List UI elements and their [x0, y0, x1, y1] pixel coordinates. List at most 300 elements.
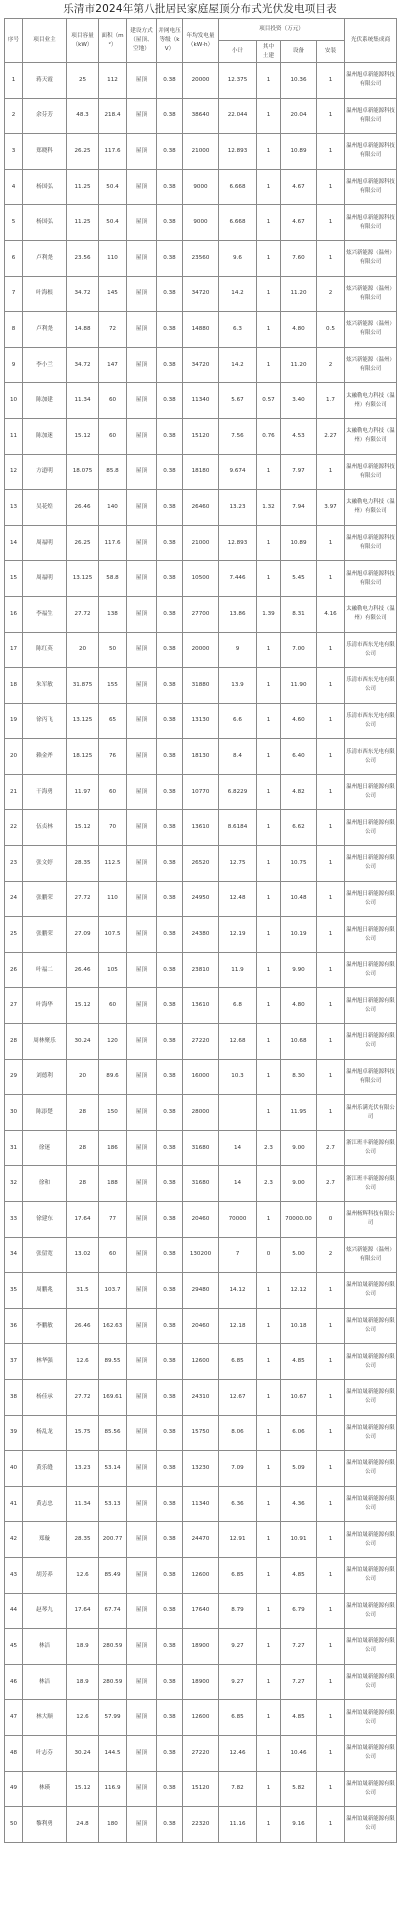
- cell-equipment: 12.12: [281, 1273, 317, 1309]
- cell-method: 屋顶: [127, 525, 157, 561]
- cell-integrator: 温州谊晟新能源有限公司: [345, 1593, 397, 1629]
- cell-owner: 徐建东: [23, 1202, 67, 1238]
- cell-method: 屋顶: [127, 703, 157, 739]
- cell-capacity: 31.5: [67, 1273, 99, 1309]
- cell-area: 60: [99, 988, 127, 1024]
- cell-integrator: 炫兴新能源（温州）有限公司: [345, 347, 397, 383]
- cell-method: 屋顶: [127, 1273, 157, 1309]
- cell-capacity: 28: [67, 1095, 99, 1131]
- header-owner: 项目业主: [23, 19, 67, 63]
- cell-voltage: 0.38: [157, 418, 183, 454]
- cell-subtotal: 14: [219, 1130, 257, 1166]
- cell-method: 屋顶: [127, 1557, 157, 1593]
- cell-method: 屋顶: [127, 63, 157, 99]
- cell-method: 屋顶: [127, 1379, 157, 1415]
- cell-subtotal: [219, 1095, 257, 1131]
- cell-area: 200.77: [99, 1522, 127, 1558]
- cell-equipment: 4.53: [281, 418, 317, 454]
- cell-method: 屋顶: [127, 1308, 157, 1344]
- cell-area: 116.9: [99, 1771, 127, 1807]
- cell-annual: 18180: [183, 454, 219, 490]
- cell-seq: 47: [5, 1700, 23, 1736]
- cell-equipment: 4.85: [281, 1344, 317, 1380]
- cell-integrator: 温州谊晟新能源有限公司: [345, 1700, 397, 1736]
- cell-owner: 杨佳承: [23, 1379, 67, 1415]
- cell-annual: 13230: [183, 1451, 219, 1487]
- cell-area: 58.8: [99, 561, 127, 597]
- cell-integrator: 温州乐满光伏有限公司: [345, 1095, 397, 1131]
- cell-install: 1: [317, 810, 345, 846]
- cell-voltage: 0.38: [157, 1557, 183, 1593]
- cell-civil: 1: [257, 276, 281, 312]
- cell-capacity: 26.25: [67, 134, 99, 170]
- cell-voltage: 0.38: [157, 454, 183, 490]
- cell-install: 1: [317, 98, 345, 134]
- cell-seq: 33: [5, 1202, 23, 1238]
- cell-capacity: 13.125: [67, 561, 99, 597]
- cell-seq: 41: [5, 1486, 23, 1522]
- cell-area: 89.55: [99, 1344, 127, 1380]
- cell-area: 169.61: [99, 1379, 127, 1415]
- cell-area: 150: [99, 1095, 127, 1131]
- cell-owner: 李鹏敏: [23, 1308, 67, 1344]
- cell-capacity: 15.12: [67, 1771, 99, 1807]
- cell-equipment: 7.60: [281, 240, 317, 276]
- table-row: [5, 240, 397, 276]
- cell-area: 89.6: [99, 1059, 127, 1095]
- cell-annual: 20000: [183, 632, 219, 668]
- cell-seq: 18: [5, 668, 23, 704]
- cell-method: 屋顶: [127, 1807, 157, 1843]
- table-row: [5, 810, 397, 846]
- cell-equipment: 10.68: [281, 1024, 317, 1060]
- cell-owner: 陈加建: [23, 383, 67, 419]
- cell-method: 屋顶: [127, 596, 157, 632]
- cell-seq: 40: [5, 1451, 23, 1487]
- cell-capacity: 24.8: [67, 1807, 99, 1843]
- cell-install: 1: [317, 205, 345, 241]
- cell-annual: 24470: [183, 1522, 219, 1558]
- cell-capacity: 12.6: [67, 1700, 99, 1736]
- cell-area: 155: [99, 668, 127, 704]
- cell-voltage: 0.38: [157, 134, 183, 170]
- cell-owner: 吴花煌: [23, 490, 67, 526]
- cell-annual: 22320: [183, 1807, 219, 1843]
- cell-voltage: 0.38: [157, 312, 183, 348]
- header-capacity: 项目容量（kW）: [67, 19, 99, 63]
- cell-civil: 1: [257, 810, 281, 846]
- cell-integrator: 温州旭日新能源有限公司: [345, 917, 397, 953]
- cell-equipment: 6.06: [281, 1415, 317, 1451]
- cell-integrator: 温州旭日新能源有限公司: [345, 881, 397, 917]
- cell-civil: 1: [257, 1344, 281, 1380]
- cell-civil: 1: [257, 668, 281, 704]
- cell-integrator: 温州旭卓新能源科技有限公司: [345, 561, 397, 597]
- cell-integrator: 温州旭卓新能源科技有限公司: [345, 134, 397, 170]
- cell-seq: 37: [5, 1344, 23, 1380]
- cell-install: 1: [317, 1629, 345, 1665]
- cell-equipment: 9.90: [281, 952, 317, 988]
- cell-seq: 24: [5, 881, 23, 917]
- cell-owner: 杨乱龙: [23, 1415, 67, 1451]
- table-row: [5, 1095, 397, 1131]
- cell-voltage: 0.38: [157, 632, 183, 668]
- cell-integrator: 温州谊晟新能源有限公司: [345, 1451, 397, 1487]
- header-civil: [257, 41, 281, 63]
- cell-capacity: 18.9: [67, 1664, 99, 1700]
- cell-area: 60: [99, 774, 127, 810]
- table-row: [5, 1130, 397, 1166]
- cell-annual: 21000: [183, 525, 219, 561]
- cell-integrator: 浙江班丰新能源有限公司: [345, 1166, 397, 1202]
- cell-area: 77: [99, 1202, 127, 1238]
- cell-owner: 林大顺: [23, 1700, 67, 1736]
- cell-voltage: 0.38: [157, 1593, 183, 1629]
- cell-install: 1: [317, 134, 345, 170]
- cell-voltage: 0.38: [157, 1664, 183, 1700]
- cell-voltage: 0.38: [157, 1771, 183, 1807]
- cell-install: 2.7: [317, 1166, 345, 1202]
- cell-owner: 胡芳养: [23, 1557, 67, 1593]
- cell-capacity: 20: [67, 1059, 99, 1095]
- table-row: [5, 276, 397, 312]
- cell-area: 112: [99, 63, 127, 99]
- cell-voltage: 0.38: [157, 881, 183, 917]
- cell-area: 144.5: [99, 1735, 127, 1771]
- cell-equipment: 10.36: [281, 63, 317, 99]
- cell-method: 屋顶: [127, 205, 157, 241]
- cell-integrator: 温州旭日新能源有限公司: [345, 774, 397, 810]
- cell-seq: 23: [5, 846, 23, 882]
- cell-install: 1: [317, 1700, 345, 1736]
- cell-capacity: 27.72: [67, 881, 99, 917]
- cell-method: 屋顶: [127, 418, 157, 454]
- cell-equipment: 9.00: [281, 1166, 317, 1202]
- cell-voltage: 0.38: [157, 1166, 183, 1202]
- cell-voltage: 0.38: [157, 988, 183, 1024]
- cell-capacity: 26.46: [67, 490, 99, 526]
- cell-subtotal: 14.2: [219, 276, 257, 312]
- cell-civil: 1: [257, 134, 281, 170]
- cell-owner: 陈添楚: [23, 1095, 67, 1131]
- cell-integrator: 温州谊晟新能源有限公司: [345, 1486, 397, 1522]
- cell-capacity: 28.35: [67, 1522, 99, 1558]
- cell-seq: 49: [5, 1771, 23, 1807]
- cell-voltage: 0.38: [157, 1379, 183, 1415]
- table-row: [5, 1166, 397, 1202]
- cell-capacity: 15.75: [67, 1415, 99, 1451]
- cell-install: 1: [317, 1024, 345, 1060]
- cell-subtotal: 12.893: [219, 525, 257, 561]
- cell-install: 1: [317, 668, 345, 704]
- table-row: [5, 917, 397, 953]
- table-row: [5, 169, 397, 205]
- cell-integrator: 浙江班丰新能源有限公司: [345, 1130, 397, 1166]
- cell-seq: 46: [5, 1664, 23, 1700]
- cell-voltage: 0.38: [157, 98, 183, 134]
- table-row: [5, 703, 397, 739]
- cell-capacity: 13.23: [67, 1451, 99, 1487]
- cell-annual: 24380: [183, 917, 219, 953]
- cell-method: 屋顶: [127, 240, 157, 276]
- cell-annual: 9000: [183, 169, 219, 205]
- cell-equipment: 8.31: [281, 596, 317, 632]
- cell-install: 1: [317, 63, 345, 99]
- cell-civil: 1: [257, 881, 281, 917]
- cell-area: 145: [99, 276, 127, 312]
- cell-area: 60: [99, 418, 127, 454]
- cell-install: 1: [317, 525, 345, 561]
- cell-install: 4.16: [317, 596, 345, 632]
- cell-annual: 16000: [183, 1059, 219, 1095]
- cell-owner: 卢利尧: [23, 312, 67, 348]
- cell-area: 53.14: [99, 1451, 127, 1487]
- cell-annual: 18900: [183, 1629, 219, 1665]
- header-investment: 项目投资（万元）: [219, 19, 345, 41]
- cell-subtotal: 12.68: [219, 1024, 257, 1060]
- cell-area: 57.99: [99, 1700, 127, 1736]
- cell-method: 屋顶: [127, 134, 157, 170]
- table-body: [5, 63, 397, 1843]
- cell-civil: 1: [257, 1308, 281, 1344]
- table-row: [5, 1664, 397, 1700]
- project-table: [4, 18, 397, 1843]
- cell-seq: 43: [5, 1557, 23, 1593]
- cell-owner: 张鹏荣: [23, 881, 67, 917]
- cell-subtotal: 12.19: [219, 917, 257, 953]
- cell-civil: 1: [257, 347, 281, 383]
- cell-annual: 26520: [183, 846, 219, 882]
- cell-equipment: 4.80: [281, 988, 317, 1024]
- cell-seq: 44: [5, 1593, 23, 1629]
- table-row: [5, 774, 397, 810]
- table-row: [5, 1451, 397, 1487]
- table-row: [5, 1557, 397, 1593]
- cell-civil: 1: [257, 454, 281, 490]
- cell-subtotal: 11.9: [219, 952, 257, 988]
- cell-seq: 25: [5, 917, 23, 953]
- cell-capacity: 34.72: [67, 276, 99, 312]
- cell-install: 1: [317, 1807, 345, 1843]
- cell-annual: 11340: [183, 1486, 219, 1522]
- cell-subtotal: 9.27: [219, 1664, 257, 1700]
- cell-subtotal: 6.8229: [219, 774, 257, 810]
- cell-area: 138: [99, 596, 127, 632]
- cell-integrator: 温州旭日新能源有限公司: [345, 988, 397, 1024]
- cell-owner: 周鹏兆: [23, 1273, 67, 1309]
- cell-method: 屋顶: [127, 1166, 157, 1202]
- cell-seq: 17: [5, 632, 23, 668]
- cell-method: 屋顶: [127, 1202, 157, 1238]
- cell-equipment: 4.67: [281, 169, 317, 205]
- cell-owner: 周福明: [23, 525, 67, 561]
- cell-voltage: 0.38: [157, 169, 183, 205]
- cell-seq: 45: [5, 1629, 23, 1665]
- cell-annual: 13610: [183, 988, 219, 1024]
- cell-owner: 李小兰: [23, 347, 67, 383]
- cell-capacity: 28: [67, 1166, 99, 1202]
- cell-equipment: 9.00: [281, 1130, 317, 1166]
- cell-owner: 刘德利: [23, 1059, 67, 1095]
- cell-install: 1: [317, 1522, 345, 1558]
- cell-method: 屋顶: [127, 1700, 157, 1736]
- cell-voltage: 0.38: [157, 1130, 183, 1166]
- cell-voltage: 0.38: [157, 1629, 183, 1665]
- cell-civil: 1: [257, 169, 281, 205]
- cell-integrator: 温州谊晟新能源有限公司: [345, 1273, 397, 1309]
- cell-owner: 李福生: [23, 596, 67, 632]
- cell-method: 屋顶: [127, 1629, 157, 1665]
- cell-install: 1: [317, 454, 345, 490]
- cell-owner: 徐迷: [23, 1130, 67, 1166]
- cell-annual: 20000: [183, 63, 219, 99]
- cell-install: 1: [317, 632, 345, 668]
- cell-voltage: 0.38: [157, 1344, 183, 1380]
- cell-method: 屋顶: [127, 347, 157, 383]
- cell-seq: 42: [5, 1522, 23, 1558]
- cell-seq: 31: [5, 1130, 23, 1166]
- cell-area: 147: [99, 347, 127, 383]
- cell-voltage: 0.38: [157, 846, 183, 882]
- table-row: [5, 561, 397, 597]
- cell-integrator: 温州旭卓新能源科技有限公司: [345, 525, 397, 561]
- cell-capacity: 15.12: [67, 418, 99, 454]
- table-row: [5, 1379, 397, 1415]
- cell-area: 50.4: [99, 205, 127, 241]
- cell-owner: 叶福二: [23, 952, 67, 988]
- cell-voltage: 0.38: [157, 774, 183, 810]
- cell-annual: 31680: [183, 1130, 219, 1166]
- table-row: [5, 134, 397, 170]
- table-row: [5, 632, 397, 668]
- table-row: [5, 490, 397, 526]
- cell-area: 103.7: [99, 1273, 127, 1309]
- cell-equipment: 10.67: [281, 1379, 317, 1415]
- cell-capacity: 13.02: [67, 1237, 99, 1273]
- cell-equipment: 4.85: [281, 1700, 317, 1736]
- cell-annual: 21000: [183, 134, 219, 170]
- cell-capacity: 11.34: [67, 1486, 99, 1522]
- cell-seq: 1: [5, 63, 23, 99]
- cell-subtotal: 12.48: [219, 881, 257, 917]
- cell-voltage: 0.38: [157, 1059, 183, 1095]
- cell-subtotal: 14.2: [219, 347, 257, 383]
- cell-capacity: 28.35: [67, 846, 99, 882]
- cell-integrator: 乐清市西东光电有限公司: [345, 668, 397, 704]
- cell-equipment: 10.91: [281, 1522, 317, 1558]
- cell-install: 1: [317, 169, 345, 205]
- cell-integrator: 温州旭卓新能源科技有限公司: [345, 454, 397, 490]
- cell-install: 2.7: [317, 1130, 345, 1166]
- cell-seq: 14: [5, 525, 23, 561]
- cell-equipment: 10.18: [281, 1308, 317, 1344]
- table-row: [5, 1629, 397, 1665]
- cell-capacity: 15.12: [67, 810, 99, 846]
- cell-capacity: 30.24: [67, 1735, 99, 1771]
- cell-owner: 林洁: [23, 1629, 67, 1665]
- cell-install: 3.97: [317, 490, 345, 526]
- cell-seq: 29: [5, 1059, 23, 1095]
- cell-subtotal: 12.67: [219, 1379, 257, 1415]
- cell-seq: 27: [5, 988, 23, 1024]
- cell-method: 屋顶: [127, 1237, 157, 1273]
- table-row: [5, 1273, 397, 1309]
- cell-subtotal: 12.18: [219, 1308, 257, 1344]
- cell-method: 屋顶: [127, 1593, 157, 1629]
- header-seq: 序号: [5, 19, 23, 63]
- cell-civil: 1: [257, 739, 281, 775]
- table-row: [5, 1522, 397, 1558]
- cell-annual: 34720: [183, 276, 219, 312]
- cell-equipment: 7.27: [281, 1629, 317, 1665]
- cell-install: 1: [317, 1344, 345, 1380]
- table-row: [5, 1059, 397, 1095]
- cell-subtotal: 14.12: [219, 1273, 257, 1309]
- cell-owner: 卢利尧: [23, 240, 67, 276]
- cell-area: 70: [99, 810, 127, 846]
- cell-seq: 15: [5, 561, 23, 597]
- cell-integrator: 温州旭卓新能源科技有限公司: [345, 169, 397, 205]
- cell-install: 2.27: [317, 418, 345, 454]
- cell-area: 65: [99, 703, 127, 739]
- cell-equipment: 10.48: [281, 881, 317, 917]
- cell-subtotal: 12.91: [219, 1522, 257, 1558]
- cell-install: 1: [317, 703, 345, 739]
- cell-integrator: 温州谊晟新能源有限公司: [345, 1771, 397, 1807]
- cell-owner: 徐和: [23, 1166, 67, 1202]
- cell-install: 1: [317, 1273, 345, 1309]
- cell-annual: 12600: [183, 1557, 219, 1593]
- cell-method: 屋顶: [127, 988, 157, 1024]
- cell-seq: 20: [5, 739, 23, 775]
- header-method: 建设方式（屋顶、空地）: [127, 19, 157, 63]
- cell-civil: 1: [257, 240, 281, 276]
- header-civil-label: 土建: [262, 52, 275, 59]
- cell-install: 1: [317, 1593, 345, 1629]
- cell-capacity: 14.88: [67, 312, 99, 348]
- cell-capacity: 17.64: [67, 1202, 99, 1238]
- cell-integrator: 温州谊晟新能源有限公司: [345, 1664, 397, 1700]
- cell-capacity: 26.46: [67, 952, 99, 988]
- cell-owner: 张文婷: [23, 846, 67, 882]
- cell-subtotal: 9.674: [219, 454, 257, 490]
- cell-subtotal: 6.8: [219, 988, 257, 1024]
- cell-subtotal: 9.6: [219, 240, 257, 276]
- cell-annual: 13610: [183, 810, 219, 846]
- cell-integrator: 太融勒电力科技（温州）有限公司: [345, 490, 397, 526]
- cell-civil: 1: [257, 205, 281, 241]
- cell-voltage: 0.38: [157, 240, 183, 276]
- cell-integrator: 温州旭日新能源有限公司: [345, 1024, 397, 1060]
- cell-voltage: 0.38: [157, 703, 183, 739]
- cell-annual: 18900: [183, 1664, 219, 1700]
- cell-annual: 9000: [183, 205, 219, 241]
- cell-annual: 13130: [183, 703, 219, 739]
- cell-civil: 1: [257, 1415, 281, 1451]
- cell-annual: 10500: [183, 561, 219, 597]
- cell-equipment: 5.82: [281, 1771, 317, 1807]
- header-area: 面积（m²）: [99, 19, 127, 63]
- cell-install: 1: [317, 774, 345, 810]
- cell-voltage: 0.38: [157, 1735, 183, 1771]
- cell-civil: 0: [257, 1237, 281, 1273]
- cell-install: 1: [317, 917, 345, 953]
- cell-seq: 10: [5, 383, 23, 419]
- cell-owner: 伍贞林: [23, 810, 67, 846]
- cell-equipment: 4.85: [281, 1557, 317, 1593]
- table-row: [5, 881, 397, 917]
- cell-install: 0.5: [317, 312, 345, 348]
